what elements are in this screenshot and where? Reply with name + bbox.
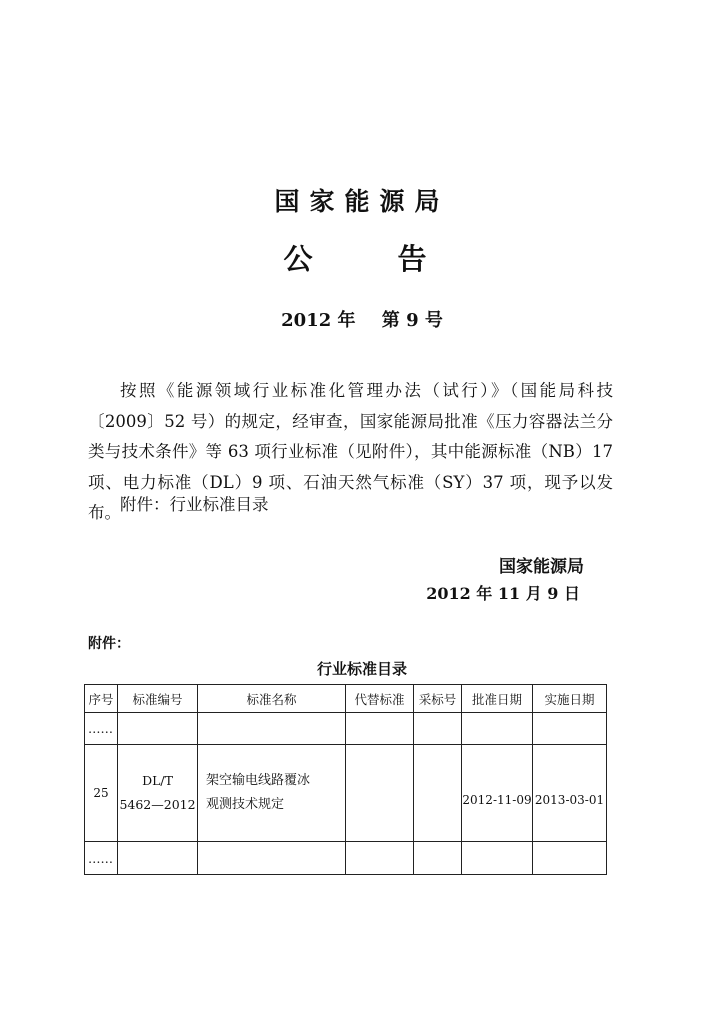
signature-org: 国家能源局 [499, 557, 584, 577]
row-replaces [346, 745, 414, 842]
table-row-ellipsis-top [85, 713, 607, 745]
row-code [118, 745, 198, 842]
ellipsis-cell: …… [85, 713, 118, 745]
ellipsis-cell: …… [85, 842, 118, 875]
row-name-line1: 架空输电线路覆冰 [206, 773, 311, 788]
col-header-name: 标准名称 [198, 685, 346, 713]
document-number [0, 306, 724, 332]
doc-type-title: 公 告 [283, 242, 455, 276]
col-header-seq: 序号 [85, 685, 118, 713]
row-code-line1: DL/T [142, 773, 173, 788]
col-header-adopted: 采标号 [414, 685, 462, 713]
table-row [85, 745, 607, 842]
attachment-label: 附件： [88, 636, 130, 652]
row-effective-date: 2013-03-01 [533, 745, 607, 842]
row-adopted [414, 745, 462, 842]
issuer-title: 国家能源局 [274, 187, 450, 216]
row-name-line2: 观测技术规定 [206, 797, 285, 812]
table-header-row [85, 685, 607, 713]
row-seq: 25 [85, 745, 118, 842]
body-paragraph: 按照《能源领域行业标准化管理办法（试行）》（国能局科技〔2009〕52 号）的规定，经审查，国家能源局批准《压力容器法兰分类与技术条件》等 63 项行业标准（见附件），其中能源标准（NB）17 项、电力标准（DL）9 项、石油天然气标准（SY）37 项，现予以发布。 [88, 381, 613, 522]
doc-year: 2012 年 [281, 310, 356, 331]
col-header-replaces: 代替标准 [346, 685, 414, 713]
row-name [198, 745, 346, 842]
col-header-code: 标准编号 [118, 685, 198, 713]
col-header-effective: 实施日期 [533, 685, 607, 713]
standards-table [84, 684, 607, 875]
col-header-approved: 批准日期 [462, 685, 533, 713]
attachment-note: 附件：行业标准目录 [120, 495, 269, 514]
signature-date: 2012 年 11 月 9 日 [426, 584, 580, 603]
row-approved-date: 2012-11-09 [462, 745, 533, 842]
row-code-line2: 5462—2012 [119, 797, 196, 812]
table-title: 行业标准目录 [316, 660, 407, 678]
doc-number: 第 9 号 [381, 310, 443, 331]
table-row-ellipsis-bottom [85, 842, 607, 875]
